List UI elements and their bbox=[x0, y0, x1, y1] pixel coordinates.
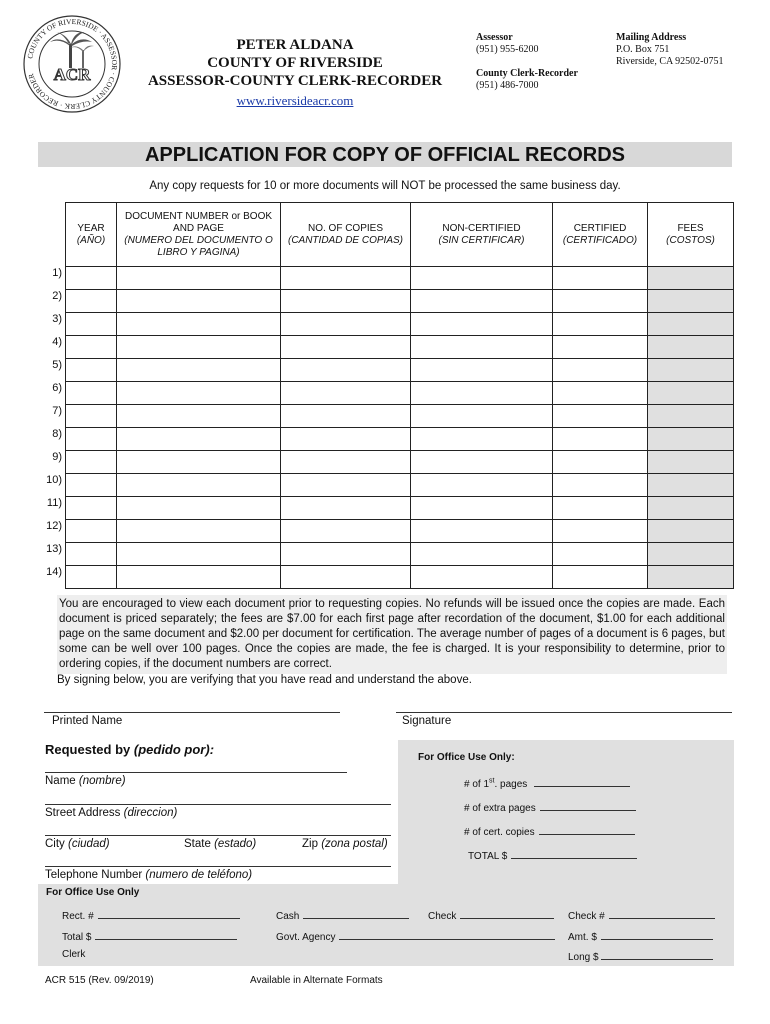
check-field[interactable]: Check bbox=[428, 908, 554, 922]
cell-fees[interactable] bbox=[648, 382, 734, 405]
table-row bbox=[66, 497, 734, 520]
name-label: Name (nombre) bbox=[45, 775, 126, 787]
cell-certified[interactable] bbox=[553, 474, 648, 497]
cell-document-number[interactable] bbox=[117, 382, 281, 405]
cell-certified[interactable] bbox=[553, 566, 648, 589]
cell-document-number[interactable] bbox=[117, 290, 281, 313]
cell-non-certified[interactable] bbox=[411, 451, 553, 474]
column-header-certified: CERTIFIED (CERTIFICADO) bbox=[553, 203, 648, 267]
cell-certified[interactable] bbox=[553, 543, 648, 566]
table-row bbox=[66, 474, 734, 497]
cell-certified[interactable] bbox=[553, 359, 648, 382]
row-number: 8) bbox=[52, 428, 62, 440]
check-number-field[interactable]: Check # bbox=[568, 908, 715, 922]
cell-copies[interactable] bbox=[281, 428, 411, 451]
mailing-address bbox=[616, 32, 724, 68]
table-row bbox=[66, 566, 734, 589]
column-header-year: YEAR (AÑO) bbox=[66, 203, 117, 267]
signature-line[interactable] bbox=[396, 712, 732, 713]
cell-copies[interactable] bbox=[281, 520, 411, 543]
cell-year[interactable] bbox=[66, 313, 117, 336]
column-header-copies: NO. OF COPIES (CANTIDAD DE COPIAS) bbox=[281, 203, 411, 267]
cell-non-certified[interactable] bbox=[411, 520, 553, 543]
cell-certified[interactable] bbox=[553, 313, 648, 336]
cell-document-number[interactable] bbox=[117, 474, 281, 497]
clerk-phone: (951) 486-7000 bbox=[476, 80, 539, 91]
cell-document-number[interactable] bbox=[117, 313, 281, 336]
cell-year[interactable] bbox=[66, 267, 117, 290]
govt-agency-field[interactable]: Govt. Agency bbox=[276, 929, 555, 943]
cell-copies[interactable] bbox=[281, 336, 411, 359]
cell-fees[interactable] bbox=[648, 313, 734, 336]
cell-document-number[interactable] bbox=[117, 405, 281, 428]
clerk-label: County Clerk-Recorder bbox=[476, 68, 578, 79]
office-use-bottom-box bbox=[38, 884, 734, 966]
cell-certified[interactable] bbox=[553, 267, 648, 290]
row-number-column bbox=[34, 266, 62, 588]
column-header-fees: FEES (COSTOS) bbox=[648, 203, 734, 267]
office-use-title: For Office Use Only: bbox=[418, 752, 515, 763]
row-number: 1) bbox=[52, 267, 62, 279]
cell-non-certified[interactable] bbox=[411, 313, 553, 336]
first-pages-field[interactable]: # of 1st. pages bbox=[464, 776, 630, 790]
assessor-label: Assessor bbox=[476, 32, 513, 43]
cell-non-certified[interactable] bbox=[411, 336, 553, 359]
row-number: 10) bbox=[46, 474, 62, 486]
amount-field[interactable]: Amt. $ bbox=[568, 929, 713, 943]
cell-document-number[interactable] bbox=[117, 543, 281, 566]
telephone-field-line[interactable] bbox=[45, 866, 391, 867]
cell-document-number[interactable] bbox=[117, 428, 281, 451]
table-row bbox=[66, 428, 734, 451]
cell-fees[interactable] bbox=[648, 566, 734, 589]
long-field[interactable]: Long $ bbox=[568, 949, 713, 963]
printed-name-line[interactable] bbox=[44, 712, 340, 713]
row-number: 5) bbox=[52, 359, 62, 371]
cell-copies[interactable] bbox=[281, 290, 411, 313]
cell-fees[interactable] bbox=[648, 451, 734, 474]
cell-fees[interactable] bbox=[648, 543, 734, 566]
county-seal-logo bbox=[22, 14, 122, 114]
cell-year[interactable] bbox=[66, 520, 117, 543]
table-row bbox=[66, 520, 734, 543]
cell-year[interactable] bbox=[66, 497, 117, 520]
cell-copies[interactable] bbox=[281, 474, 411, 497]
rect-number-field[interactable]: Rect. # bbox=[62, 908, 240, 922]
cell-document-number[interactable] bbox=[117, 359, 281, 382]
cell-year[interactable] bbox=[66, 382, 117, 405]
city-label: City (ciudad) bbox=[45, 838, 110, 850]
cell-copies[interactable] bbox=[281, 267, 411, 290]
row-number: 6) bbox=[52, 382, 62, 394]
row-number: 4) bbox=[52, 336, 62, 348]
records-table bbox=[65, 202, 734, 589]
refund-disclaimer: You are encouraged to view each document prior to requesting copies. No refunds will be issued once the copies are made. Each document is priced separately; the fees are $7.00 for each first page after recordation of the document, $1.00 for each additional page on the same document and $2.00 per document for certification. The average number of pages of a document is 6 pages, but some can be well over 100 pages. Once the copies are made, the fee is charged. It is your responsibility to determine, prior to ordering copies, if the document numbers are correct. bbox=[57, 595, 727, 674]
cell-certified[interactable] bbox=[553, 290, 648, 313]
cell-year[interactable] bbox=[66, 359, 117, 382]
row-number: 13) bbox=[46, 543, 62, 555]
cell-non-certified[interactable] bbox=[411, 566, 553, 589]
office-use-bottom-title: For Office Use Only bbox=[46, 887, 140, 898]
seal-monogram: ACR bbox=[53, 65, 91, 84]
verification-statement: By signing below, you are verifying that you have read and understand the above. bbox=[57, 674, 472, 686]
palm-tree-icon bbox=[50, 32, 94, 68]
cell-certified[interactable] bbox=[553, 336, 648, 359]
cash-field[interactable]: Cash bbox=[276, 908, 409, 922]
seal-ring-text: COUNTY OF RIVERSIDE · ASSESSOR · COUNTY CLERK · RECORDER bbox=[25, 16, 120, 112]
table-row bbox=[66, 405, 734, 428]
cell-copies[interactable] bbox=[281, 566, 411, 589]
cell-fees[interactable] bbox=[648, 336, 734, 359]
cell-year[interactable] bbox=[66, 290, 117, 313]
cell-document-number[interactable] bbox=[117, 451, 281, 474]
cell-document-number[interactable] bbox=[117, 267, 281, 290]
column-header-non-certified: NON-CERTIFIED (SIN CERTIFICAR) bbox=[411, 203, 553, 267]
cell-fees[interactable] bbox=[648, 290, 734, 313]
row-number: 2) bbox=[52, 290, 62, 302]
cell-copies[interactable] bbox=[281, 497, 411, 520]
requested-by-heading: Requested by (pedido por): bbox=[45, 742, 215, 757]
cell-copies[interactable] bbox=[281, 359, 411, 382]
cell-copies[interactable] bbox=[281, 405, 411, 428]
cell-non-certified[interactable] bbox=[411, 267, 553, 290]
cell-year[interactable] bbox=[66, 474, 117, 497]
cell-fees[interactable] bbox=[648, 474, 734, 497]
clerk-contact bbox=[476, 68, 578, 92]
cell-non-certified[interactable] bbox=[411, 382, 553, 405]
column-header-document-number: DOCUMENT NUMBER or BOOK AND PAGE (NUMERO DEL DOCUMENTO O LIBRO Y PAGINA) bbox=[117, 203, 281, 267]
cell-year[interactable] bbox=[66, 451, 117, 474]
mailing-label: Mailing Address bbox=[616, 32, 687, 43]
cell-copies[interactable] bbox=[281, 382, 411, 405]
cell-fees[interactable] bbox=[648, 428, 734, 451]
clerk-field[interactable]: Clerk bbox=[62, 949, 86, 960]
agency-website-link[interactable]: www.riversideacr.com bbox=[236, 93, 354, 108]
table-row bbox=[66, 543, 734, 566]
mailing-line1: P.O. Box 751 bbox=[616, 44, 670, 55]
cell-certified[interactable] bbox=[553, 428, 648, 451]
cell-non-certified[interactable] bbox=[411, 428, 553, 451]
cell-non-certified[interactable] bbox=[411, 359, 553, 382]
cell-copies[interactable] bbox=[281, 313, 411, 336]
cell-certified[interactable] bbox=[553, 405, 648, 428]
alternate-formats-note: Available in Alternate Formats bbox=[250, 975, 383, 986]
cell-certified[interactable] bbox=[553, 451, 648, 474]
cert-copies-field[interactable]: # of cert. copies bbox=[464, 824, 635, 838]
state-label: State (estado) bbox=[184, 838, 257, 850]
agency-county: COUNTY OF RIVERSIDE bbox=[207, 55, 383, 71]
cell-non-certified[interactable] bbox=[411, 474, 553, 497]
row-number: 11) bbox=[46, 497, 62, 509]
row-number: 9) bbox=[52, 451, 62, 463]
mailing-line2: Riverside, CA 92502-0751 bbox=[616, 56, 724, 67]
processing-notice: Any copy requests for 10 or more documents will NOT be processed the same business day. bbox=[149, 180, 621, 192]
cell-document-number[interactable] bbox=[117, 336, 281, 359]
cell-document-number[interactable] bbox=[117, 497, 281, 520]
cell-certified[interactable] bbox=[553, 382, 648, 405]
zip-label: Zip (zona postal) bbox=[302, 838, 388, 850]
assessor-phone: (951) 955-6200 bbox=[476, 44, 539, 55]
name-field-line[interactable] bbox=[45, 772, 347, 773]
table-header-row bbox=[66, 203, 734, 267]
cell-year[interactable] bbox=[66, 428, 117, 451]
street-field-line[interactable] bbox=[45, 804, 391, 805]
agency-header bbox=[130, 36, 460, 110]
cell-non-certified[interactable] bbox=[411, 543, 553, 566]
row-number: 7) bbox=[52, 405, 62, 417]
cell-copies[interactable] bbox=[281, 543, 411, 566]
extra-pages-field[interactable]: # of extra pages bbox=[464, 800, 636, 814]
table-row bbox=[66, 359, 734, 382]
agency-name: PETER ALDANA bbox=[236, 37, 354, 53]
row-number: 3) bbox=[52, 313, 62, 325]
cell-year[interactable] bbox=[66, 336, 117, 359]
table-row bbox=[66, 267, 734, 290]
office-use-box bbox=[398, 740, 734, 885]
row-number: 14) bbox=[46, 566, 62, 578]
cell-fees[interactable] bbox=[648, 520, 734, 543]
city-state-zip-line[interactable] bbox=[45, 835, 391, 836]
table-row bbox=[66, 313, 734, 336]
telephone-label: Telephone Number (numero de teléfono) bbox=[45, 869, 253, 881]
cell-fees[interactable] bbox=[648, 359, 734, 382]
assessor-contact bbox=[476, 32, 539, 56]
cell-non-certified[interactable] bbox=[411, 290, 553, 313]
cell-fees[interactable] bbox=[648, 497, 734, 520]
cell-year[interactable] bbox=[66, 543, 117, 566]
signature-label: Signature bbox=[402, 715, 452, 727]
printed-name-label: Printed Name bbox=[52, 715, 123, 727]
cell-fees[interactable] bbox=[648, 267, 734, 290]
street-label: Street Address (direccion) bbox=[45, 807, 178, 819]
cell-year[interactable] bbox=[66, 566, 117, 589]
office-total-bottom-field[interactable]: Total $ bbox=[62, 929, 237, 943]
cell-copies[interactable] bbox=[281, 451, 411, 474]
cell-fees[interactable] bbox=[648, 405, 734, 428]
form-number: ACR 515 (Rev. 09/2019) bbox=[45, 975, 154, 986]
cell-year[interactable] bbox=[66, 405, 117, 428]
row-number: 12) bbox=[46, 520, 62, 532]
office-total-field[interactable]: TOTAL $ bbox=[468, 848, 637, 862]
agency-department: ASSESSOR-COUNTY CLERK-RECORDER bbox=[147, 73, 443, 89]
table-row bbox=[66, 451, 734, 474]
cell-certified[interactable] bbox=[553, 520, 648, 543]
table-row bbox=[66, 382, 734, 405]
table-row bbox=[66, 336, 734, 359]
form-title: APPLICATION FOR COPY OF OFFICIAL RECORDS bbox=[38, 142, 732, 167]
table-row bbox=[66, 290, 734, 313]
cell-document-number[interactable] bbox=[117, 566, 281, 589]
cell-certified[interactable] bbox=[553, 497, 648, 520]
cell-non-certified[interactable] bbox=[411, 497, 553, 520]
cell-non-certified[interactable] bbox=[411, 405, 553, 428]
cell-document-number[interactable] bbox=[117, 520, 281, 543]
